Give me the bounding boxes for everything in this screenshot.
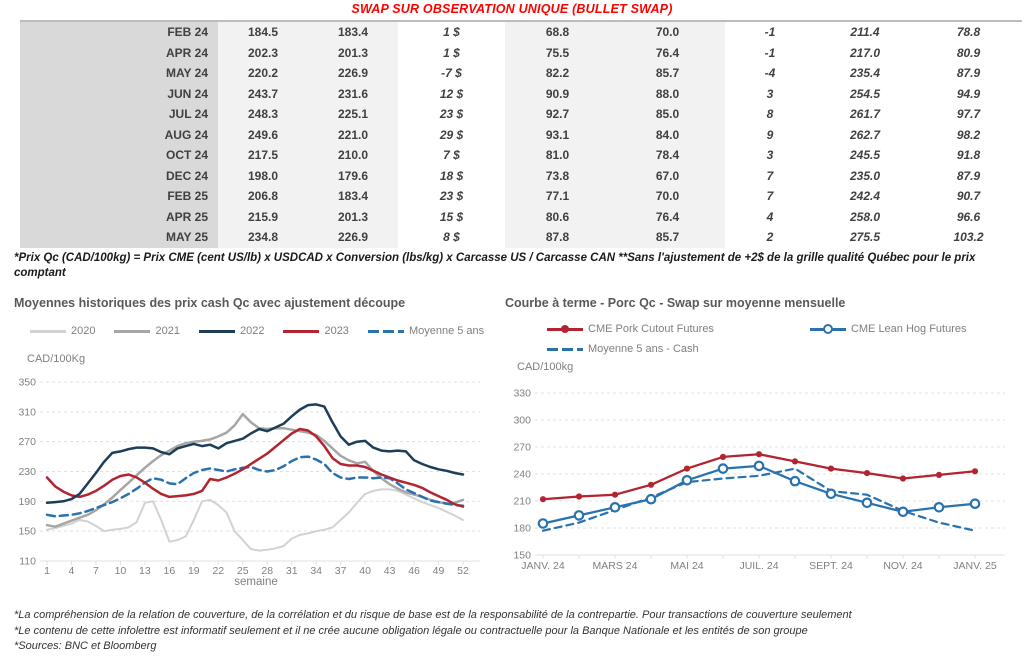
table-cell: 231.6 bbox=[308, 84, 398, 105]
table-cell: 80.9 bbox=[956, 45, 981, 60]
table-cell: 82.2 bbox=[505, 63, 610, 84]
table-cell: 97.7 bbox=[956, 107, 981, 122]
table-row bbox=[20, 207, 1022, 228]
table-cell: 87.9 bbox=[956, 66, 981, 81]
historical-chart-legend bbox=[30, 325, 484, 337]
table-cell: 92.7 bbox=[505, 104, 610, 125]
svg-text:4: 4 bbox=[68, 565, 75, 577]
svg-text:31: 31 bbox=[285, 565, 298, 577]
table-cell: JUN 24 bbox=[20, 84, 218, 105]
filled-dot-icon bbox=[561, 325, 569, 333]
table-cell: 184.5 bbox=[218, 22, 308, 43]
table-cell: 179.6 bbox=[308, 166, 398, 187]
legend-label: CME Lean Hog Futures bbox=[850, 323, 967, 335]
historical-chart-xlabel: semaine bbox=[234, 576, 278, 588]
table-footnote: *Prix Qc (CAD/100kg) = Prix CME (cent US/lb) x USDCAD x Conversion (lbs/kg) x Carcasse US / Carcasse CAN **Sans l'ajustement de +2$ de la grille qualité Québec pour le prix comptant bbox=[14, 252, 976, 279]
table-cell: 8 bbox=[766, 107, 774, 122]
table-row bbox=[20, 63, 1022, 84]
historical-chart-yunit: CAD/100Kg bbox=[27, 353, 86, 365]
svg-text:210: 210 bbox=[513, 495, 531, 508]
svg-text:190: 190 bbox=[18, 495, 36, 508]
table-cell: 68.8 bbox=[505, 22, 610, 43]
forward-chart-svg bbox=[505, 377, 1024, 587]
legend-label: 2020 bbox=[71, 325, 96, 337]
table-cell: 215.9 bbox=[218, 207, 308, 228]
svg-text:7: 7 bbox=[93, 565, 99, 577]
table-row bbox=[20, 125, 1022, 146]
table-cell: FEB 24 bbox=[20, 22, 218, 43]
svg-text:230: 230 bbox=[18, 466, 36, 478]
table-cell: 183.4 bbox=[308, 186, 398, 207]
table-cell: 8 $ bbox=[443, 230, 460, 245]
table-cell: JUL 24 bbox=[20, 104, 218, 125]
line-dot-swatch-icon bbox=[547, 328, 583, 331]
table-cell: 221.0 bbox=[308, 125, 398, 146]
table-cell: 78.4 bbox=[610, 145, 725, 166]
svg-text:110: 110 bbox=[19, 555, 36, 568]
svg-text:22: 22 bbox=[212, 565, 225, 577]
table-cell: 85.7 bbox=[610, 63, 725, 84]
forward-chart-yunit: CAD/100kg bbox=[517, 361, 574, 373]
legend-label: 2022 bbox=[239, 325, 265, 337]
table-cell: 245.5 bbox=[849, 148, 881, 163]
disclaimer-line-1: *La compréhension de la relation de couverture, de la corrélation et du risque de base est de la responsabilité de la contrepartie. Pour transactions de couverture seulement bbox=[14, 609, 852, 621]
table-cell: 183.4 bbox=[308, 22, 398, 43]
svg-text:MAI 24: MAI 24 bbox=[670, 560, 704, 572]
table-cell: 81.0 bbox=[505, 145, 610, 166]
svg-text:JANV. 24: JANV. 24 bbox=[521, 560, 565, 572]
dashed-line-swatch-icon bbox=[547, 348, 583, 351]
table-cell: 235.0 bbox=[849, 168, 881, 183]
page-title: SWAP SUR OBSERVATION UNIQUE (BULLET SWAP) bbox=[351, 2, 673, 16]
svg-text:28: 28 bbox=[261, 565, 274, 577]
table-cell: 93.1 bbox=[505, 125, 610, 146]
forward-chart-legend-row1 bbox=[547, 323, 967, 335]
svg-text:270: 270 bbox=[18, 436, 36, 449]
table-cell: 85.7 bbox=[610, 227, 725, 248]
table-cell: 7 bbox=[766, 168, 774, 183]
open-circle-icon bbox=[823, 324, 833, 334]
table-cell: 85.0 bbox=[610, 104, 725, 125]
table-cell: 7 bbox=[766, 189, 774, 204]
svg-text:13: 13 bbox=[139, 565, 151, 577]
table-row bbox=[20, 84, 1022, 105]
table-cell: 76.4 bbox=[610, 43, 725, 64]
table-cell: 249.6 bbox=[218, 125, 308, 146]
table-cell: 23 $ bbox=[439, 189, 464, 204]
table-row bbox=[20, 43, 1022, 64]
legend-item bbox=[810, 323, 967, 335]
svg-text:350: 350 bbox=[18, 376, 36, 389]
table-cell: 234.8 bbox=[218, 227, 308, 248]
svg-text:16: 16 bbox=[163, 565, 176, 577]
footer-disclaimers bbox=[14, 608, 1014, 655]
table-cell: 78.8 bbox=[956, 25, 981, 40]
table-cell: 210.0 bbox=[308, 145, 398, 166]
table-cell: FEB 25 bbox=[20, 186, 218, 207]
table-row bbox=[20, 22, 1022, 43]
table-cell: DEC 24 bbox=[20, 166, 218, 187]
table-cell: 201.3 bbox=[308, 43, 398, 64]
table-cell: -1 bbox=[764, 45, 776, 60]
table-cell: APR 25 bbox=[20, 207, 218, 228]
historical-chart-svg bbox=[14, 372, 504, 598]
svg-text:MARS 24: MARS 24 bbox=[592, 560, 638, 572]
table-row bbox=[20, 166, 1022, 187]
legend-item bbox=[368, 325, 484, 337]
svg-text:1: 1 bbox=[44, 565, 50, 577]
table-cell: 103.2 bbox=[953, 230, 984, 245]
historical-chart-title: Moyennes historiques des prix cash Qc avec ajustement découpe bbox=[14, 296, 406, 310]
table-cell: 23 $ bbox=[439, 107, 464, 122]
table-cell: 261.7 bbox=[849, 107, 881, 122]
table-cell: 84.0 bbox=[610, 125, 725, 146]
table-row bbox=[20, 104, 1022, 125]
table-cell: 3 bbox=[766, 148, 774, 163]
legend-item bbox=[547, 343, 699, 355]
table-cell: 9 bbox=[766, 127, 774, 142]
table-cell: 96.6 bbox=[956, 209, 981, 224]
table-cell: MAY 25 bbox=[20, 227, 218, 248]
table-cell: 243.7 bbox=[218, 84, 308, 105]
legend-label: 2021 bbox=[155, 325, 180, 337]
table-cell: 242.4 bbox=[849, 189, 881, 204]
svg-text:46: 46 bbox=[408, 565, 420, 577]
table-cell: 15 $ bbox=[439, 209, 464, 224]
line-swatch-icon bbox=[114, 330, 150, 333]
table-cell: MAY 24 bbox=[20, 63, 218, 84]
table-cell: 220.2 bbox=[218, 63, 308, 84]
table-cell: 75.5 bbox=[505, 43, 610, 64]
line-circle-swatch-icon bbox=[810, 328, 846, 331]
svg-text:37: 37 bbox=[334, 565, 347, 577]
svg-text:NOV. 24: NOV. 24 bbox=[883, 560, 923, 572]
table-cell: 4 bbox=[766, 209, 774, 224]
disclaimer-line-3: *Sources: BNC et Bloomberg bbox=[14, 640, 157, 653]
table-row bbox=[20, 145, 1022, 166]
table-cell: OCT 24 bbox=[20, 145, 218, 166]
svg-text:SEPT. 24: SEPT. 24 bbox=[809, 560, 853, 572]
table-cell: 70.0 bbox=[610, 186, 725, 207]
svg-text:10: 10 bbox=[114, 565, 127, 577]
table-cell: 29 $ bbox=[439, 127, 464, 142]
legend-label: CME Pork Cutout Futures bbox=[588, 323, 714, 335]
table-cell: 77.1 bbox=[505, 186, 610, 207]
table-cell: 206.8 bbox=[218, 186, 308, 207]
table-cell: -1 bbox=[764, 25, 776, 40]
table-cell: AUG 24 bbox=[20, 125, 218, 146]
table-cell: 67.0 bbox=[610, 166, 725, 187]
svg-text:52: 52 bbox=[457, 565, 469, 577]
table-cell: 201.3 bbox=[308, 207, 398, 228]
table-cell: 235.4 bbox=[849, 66, 881, 81]
svg-text:43: 43 bbox=[383, 565, 396, 577]
table-cell: 98.2 bbox=[956, 127, 981, 142]
table-cell: 217.5 bbox=[218, 145, 308, 166]
svg-text:150: 150 bbox=[18, 525, 36, 538]
svg-text:150: 150 bbox=[513, 549, 531, 562]
legend-item bbox=[283, 325, 348, 337]
svg-text:34: 34 bbox=[310, 565, 323, 577]
svg-text:240: 240 bbox=[513, 468, 531, 481]
svg-text:JANV. 25: JANV. 25 bbox=[953, 560, 997, 572]
dashed-line-swatch-icon bbox=[368, 330, 404, 333]
legend-item bbox=[547, 323, 714, 335]
table-row bbox=[20, 227, 1022, 248]
legend-item bbox=[30, 325, 95, 337]
table-cell: 88.0 bbox=[610, 84, 725, 105]
table-cell: 226.9 bbox=[308, 63, 398, 84]
svg-text:270: 270 bbox=[513, 441, 531, 454]
swap-table bbox=[20, 20, 1022, 248]
table-cell: 211.4 bbox=[850, 25, 880, 40]
table-cell: 12 $ bbox=[439, 86, 464, 101]
line-swatch-icon bbox=[283, 330, 319, 333]
table-cell: 90.9 bbox=[505, 84, 610, 105]
table-cell: 1 $ bbox=[443, 45, 460, 60]
svg-text:49: 49 bbox=[432, 565, 445, 577]
svg-text:19: 19 bbox=[187, 565, 200, 577]
legend-label: Moyenne 5 ans bbox=[408, 325, 485, 337]
table-cell: 70.0 bbox=[610, 22, 725, 43]
table-cell: 3 bbox=[766, 86, 774, 101]
table-row bbox=[20, 186, 1022, 207]
table-cell: 226.9 bbox=[308, 227, 398, 248]
legend-item bbox=[114, 325, 179, 337]
table-cell: 87.8 bbox=[505, 227, 610, 248]
table-cell: 217.0 bbox=[849, 45, 881, 60]
table-cell: 248.3 bbox=[218, 104, 308, 125]
svg-text:180: 180 bbox=[513, 522, 531, 535]
svg-text:310: 310 bbox=[18, 406, 36, 419]
table-cell: 73.8 bbox=[505, 166, 610, 187]
table-cell: 94.9 bbox=[956, 86, 981, 101]
legend-label: 2023 bbox=[324, 325, 349, 337]
table-cell: 87.9 bbox=[956, 168, 981, 183]
table-cell: 80.6 bbox=[505, 207, 610, 228]
table-cell: 7 $ bbox=[443, 148, 460, 163]
line-swatch-icon bbox=[199, 330, 235, 333]
svg-text:25: 25 bbox=[236, 565, 249, 577]
table-cell: 91.8 bbox=[956, 148, 981, 163]
forward-chart-title: Courbe à terme - Porc Qc - Swap sur moyenne mensuelle bbox=[505, 296, 846, 310]
table-cell: 254.5 bbox=[849, 86, 881, 101]
legend-item bbox=[199, 325, 264, 337]
legend-label: Moyenne 5 ans - Cash bbox=[588, 343, 699, 355]
table-cell: 275.5 bbox=[849, 230, 881, 245]
line-swatch-icon bbox=[30, 330, 66, 333]
table-cell: -4 bbox=[764, 66, 776, 81]
table-cell: 2 bbox=[766, 230, 774, 245]
disclaimer-line-2: *Le contenu de cette infolettre est informatif seulement et il ne crée aucune obligation légale ou contractuelle pour la Banque Nationale et les entités de son groupe bbox=[14, 624, 808, 637]
table-cell: -7 $ bbox=[441, 66, 462, 81]
table-cell: 225.1 bbox=[308, 104, 398, 125]
svg-text:40: 40 bbox=[359, 565, 371, 577]
table-cell: 1 $ bbox=[443, 25, 460, 40]
table-cell: 258.0 bbox=[849, 209, 881, 224]
table-cell: 18 $ bbox=[439, 168, 464, 183]
svg-text:330: 330 bbox=[513, 387, 531, 400]
table-cell: 262.7 bbox=[849, 127, 881, 142]
svg-text:300: 300 bbox=[513, 414, 531, 427]
svg-text:JUIL. 24: JUIL. 24 bbox=[739, 560, 779, 572]
table-cell: APR 24 bbox=[20, 43, 218, 64]
table-cell: 202.3 bbox=[218, 43, 308, 64]
table-cell: 90.7 bbox=[956, 189, 981, 204]
table-cell: 198.0 bbox=[218, 166, 308, 187]
forward-chart-legend-row2 bbox=[547, 343, 699, 355]
table-cell: 76.4 bbox=[610, 207, 725, 228]
